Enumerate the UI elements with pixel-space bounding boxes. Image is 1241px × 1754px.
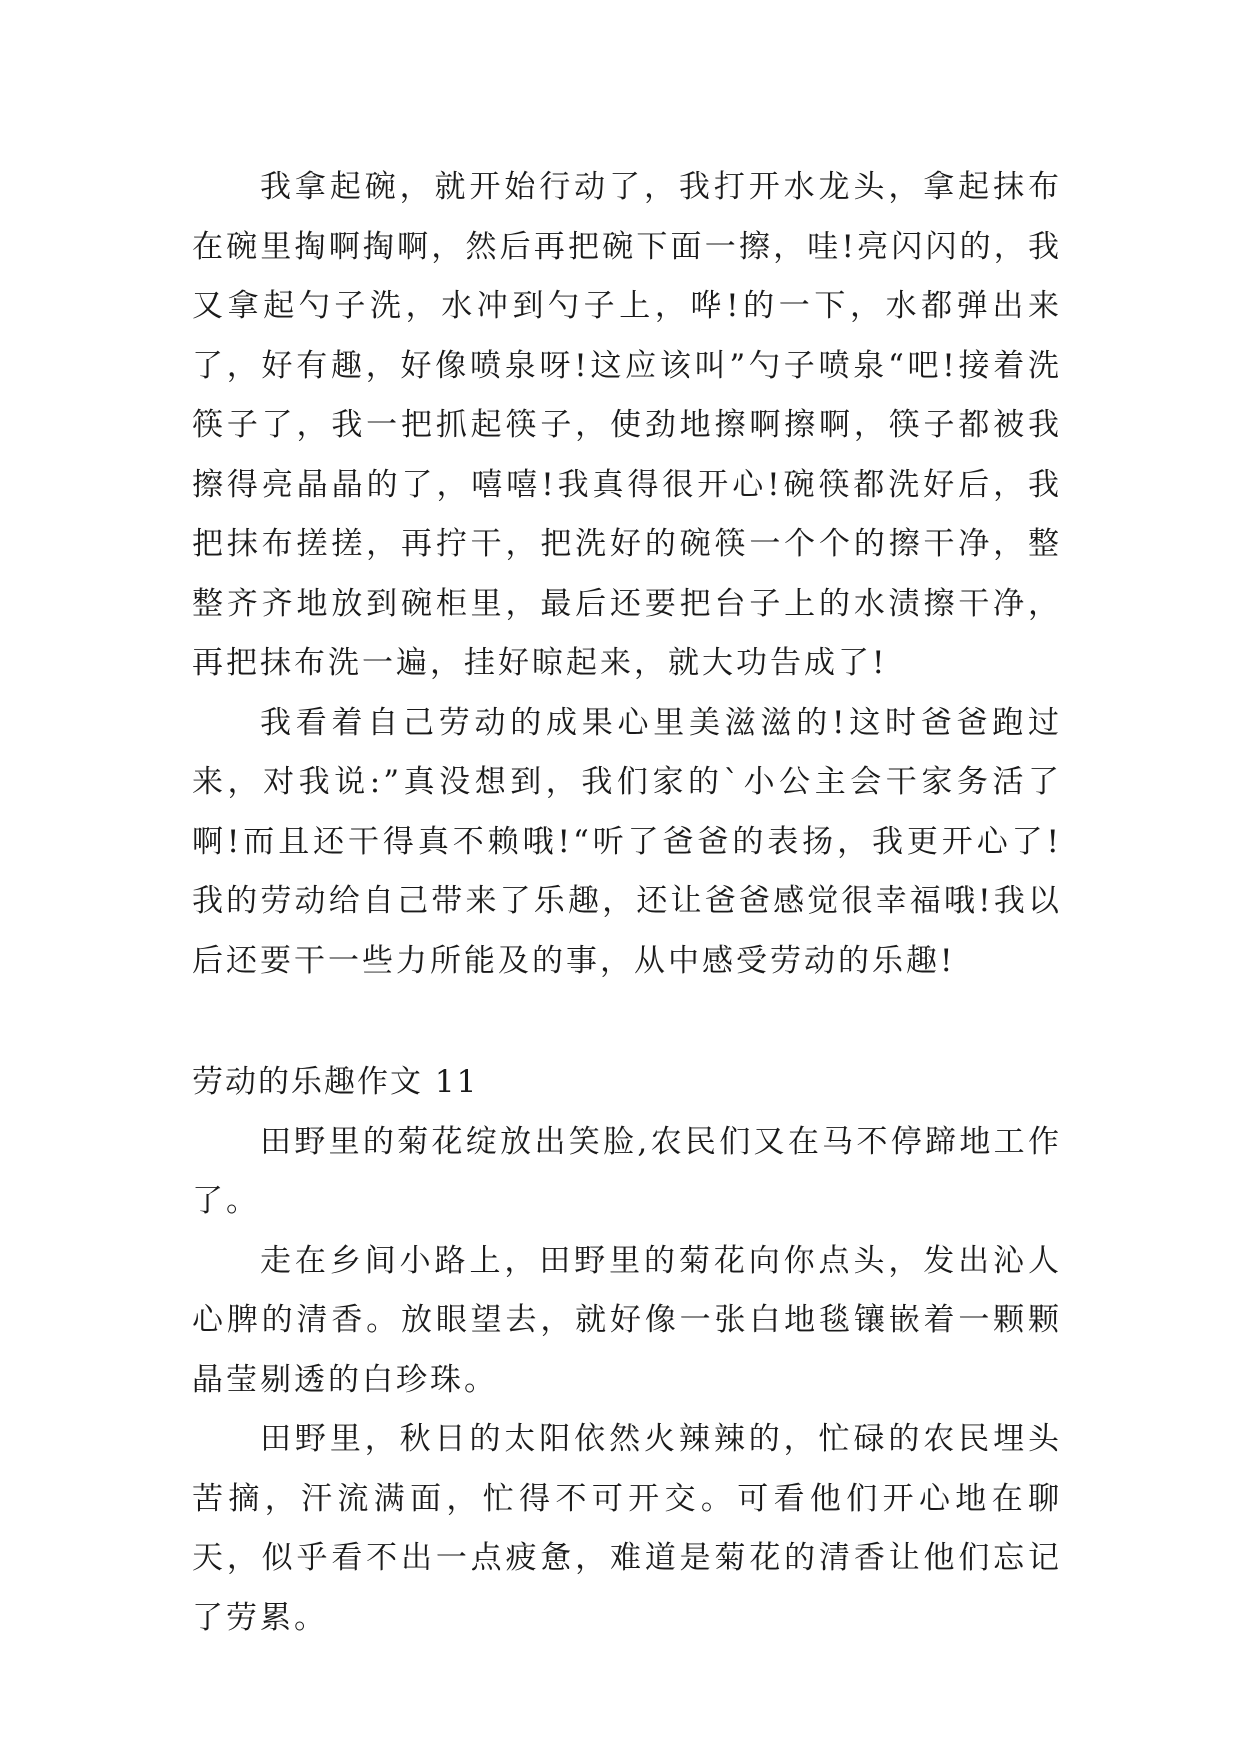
section-heading: 劳动的乐趣作文 11 <box>192 1064 479 1100</box>
paragraph-father-praise: 我看着自己劳动的成果心里美滋滋的!这时爸爸跑过来，对我说:”真没想到，我们家的`小公主会干家务活了啊!而且还干得真不赖哦!“听了爸爸的表扬，我更开心了!我的劳动给自己带来了乐趣，还让爸爸感觉很幸福哦!我以后还要干一些力所能及的事，从中感受劳动的乐趣! <box>192 704 1062 979</box>
paragraph-country-road: 走在乡间小路上，田野里的菊花向你点头，发出沁人心脾的清香。放眼望去，就好像一张白地毯镶嵌着一颗颗晶莹剔透的白珍珠。 <box>192 1242 1062 1398</box>
paragraph-farmers-work: 田野里，秋日的太阳依然火辣辣的，忙碌的农民埋头苦摘，汗流满面，忙得不可开交。可看他们开心地在聊天，似乎看不出一点疲惫，难道是菊花的清香让他们忘记了劳累。 <box>192 1421 1062 1636</box>
paragraph-chrysanthemum-field: 田野里的菊花绽放出笑脸,农民们又在马不停蹄地工作了。 <box>192 1123 1062 1219</box>
paragraph-dishwashing: 我拿起碗，就开始行动了，我打开水龙头，拿起抹布在碗里掏啊掏啊，然后再把碗下面一擦，哇!亮闪闪的，我又拿起勺子洗，水冲到勺子上，哗!的一下，水都弹出来了，好有趣，好像喷泉呀!这应该叫”勺子喷泉“吧!接着洗筷子了，我一把抓起筷子，使劲地擦啊擦啊，筷子都被我擦得亮晶晶的了，嘻嘻!我真得很开心!碗筷都洗好后，我把抹布搓搓，再拧干，把洗好的碗筷一个个的擦干净，整整齐齐地放到碗柜里，最后还要把台子上的水渍擦干净，再把抹布洗一遍，挂好晾起来，就大功告成了! <box>192 169 1062 681</box>
document-body <box>192 158 1062 1648</box>
